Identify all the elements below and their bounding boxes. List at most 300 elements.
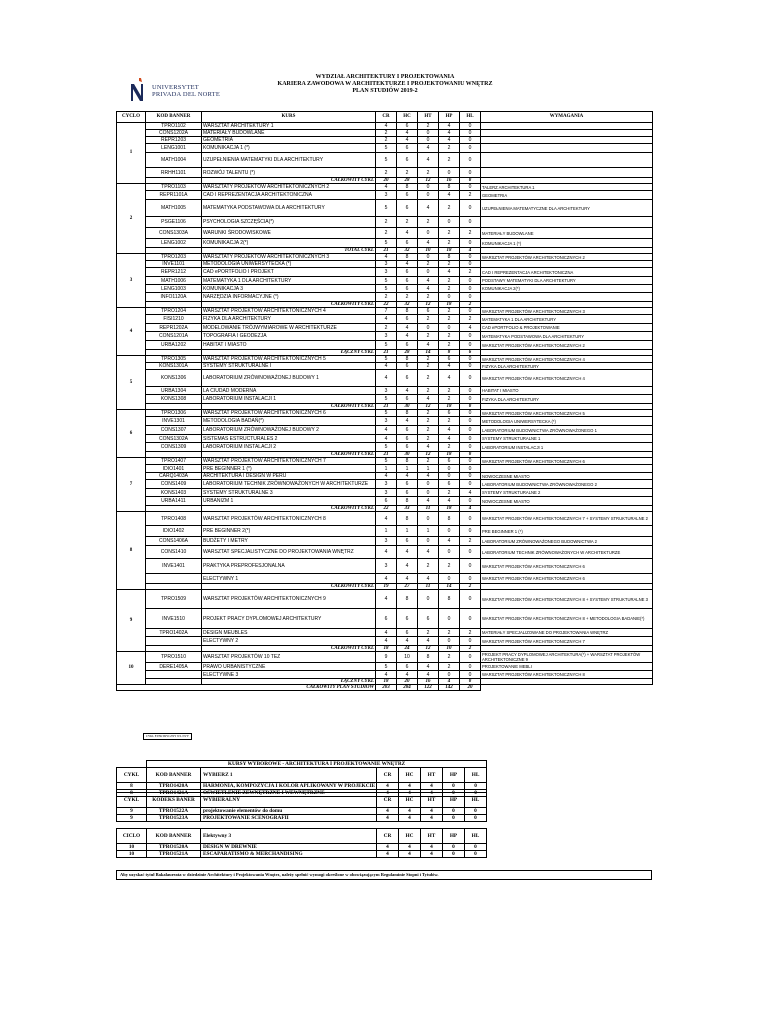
ht-value: 2 [418, 261, 439, 268]
hl-value: 0 [460, 254, 481, 261]
requirements: FIZYKA DLA ARCHITEKTURY [481, 395, 653, 404]
elective-ht: 4 [421, 808, 443, 815]
table-row [117, 671, 653, 679]
cr-value: 1 [376, 526, 397, 537]
hc-value: 6 [397, 537, 418, 546]
requirements: WARSZTAT PROJEKTÓW ARCHITEKTONICZNYCH 3 [481, 308, 653, 315]
hp-value: 2 [439, 277, 460, 285]
hp-value: 0 [439, 168, 460, 178]
hp-value: 0 [439, 473, 460, 480]
total-hc: 20 [397, 679, 418, 685]
hl-value: 0 [460, 458, 481, 465]
hc-value: 6 [397, 153, 418, 168]
ht-value: 6 [418, 609, 439, 629]
total-cr: 21 [376, 452, 397, 458]
table-row [117, 293, 653, 302]
course-name: TOPOGRAFIA I GEODEZJA [202, 332, 376, 341]
hl-value: 0 [460, 137, 481, 144]
course-name: MATEMATYKA 1 DLA ARCHITEKTURY [202, 277, 376, 285]
col-wymagania: WYMAGANIA [481, 112, 653, 123]
course-code: MATH1006 [146, 277, 202, 285]
table-row [117, 356, 653, 363]
total-hc: 32 [397, 302, 418, 308]
elective-col-hp: HP [443, 829, 465, 844]
col-cyclo: CYCLO [117, 112, 146, 123]
ht-value: 4 [418, 497, 439, 506]
hl-value: 0 [460, 590, 481, 609]
grand-total-ht: 122 [418, 685, 439, 691]
curriculum-table [116, 111, 653, 691]
cr-value: 4 [376, 671, 397, 679]
ht-value: 0 [418, 590, 439, 609]
table-row [117, 473, 653, 480]
total-hp: 14 [439, 584, 460, 590]
course-code: LENG1001 [146, 144, 202, 153]
course-code [146, 671, 202, 679]
total-hp: 8 [439, 350, 460, 356]
hl-value: 0 [460, 526, 481, 537]
hl-value: 0 [460, 293, 481, 302]
elective-col-hl: HL [465, 829, 487, 844]
total-cr: 19 [376, 584, 397, 590]
requirements: FIZYKA DLA ARCHITEKTURY [481, 363, 653, 370]
cr-value: 3 [376, 332, 397, 341]
course-name: BUDŻETY I METRY [202, 537, 376, 546]
elective-hl: 0 [465, 844, 487, 851]
course-code: TPRO1103 [146, 184, 202, 191]
course-code: CONS1307 [146, 426, 202, 435]
cr-value: 5 [376, 285, 397, 293]
table-row [117, 144, 653, 153]
hp-value: 4 [439, 426, 460, 435]
cr-value: 5 [376, 410, 397, 417]
total-hp: 18 [439, 506, 460, 512]
course-name: ELECTYWNY 2 [202, 637, 376, 646]
total-ht: 11 [418, 506, 439, 512]
requirements: WARSZTAT PROJEKTÓW ARCHITEKTONICZNYCH 6 [481, 559, 653, 574]
ht-value: 0 [418, 228, 439, 239]
cr-value: 4 [376, 546, 397, 559]
course-code: TPRO1510 [146, 652, 202, 663]
grand-total-empty [481, 685, 653, 691]
course-code: INVE1510 [146, 609, 202, 629]
course-name: METODOLOGIA BADAŃ(*) [202, 417, 376, 426]
course-name: WARSZTAT PROJEKTÓW ARCHITEKTONICZNYCH 9 [202, 590, 376, 609]
hl-value: 0 [460, 168, 481, 178]
cr-value: 5 [376, 153, 397, 168]
hp-value: 2 [439, 315, 460, 324]
hp-value: 4 [439, 123, 460, 130]
hc-value: 6 [397, 370, 418, 387]
elective-name: projektowanie elementów do domu [201, 808, 377, 815]
requirements: LABORATORIUM INSTALACJI 1 [481, 443, 653, 452]
course-code: KONS1301A [146, 363, 202, 370]
col-ht: HT [418, 112, 439, 123]
table-row [117, 137, 653, 144]
total-hp: 16 [439, 178, 460, 184]
hc-value: 1 [397, 465, 418, 473]
elective-col-kod: KOD BANNER [147, 768, 201, 783]
requirements: PRE BEGINNER 1 (*) [481, 526, 653, 537]
hc-value: 4 [397, 332, 418, 341]
ht-value: 0 [418, 254, 439, 261]
hl-value: 0 [460, 395, 481, 404]
hp-value: 6 [439, 410, 460, 417]
requirements [481, 130, 653, 137]
course-code: REPR1202A [146, 324, 202, 332]
table-row [117, 123, 653, 130]
elective-cycle: 10 [117, 851, 147, 858]
ht-value: 2 [418, 435, 439, 443]
requirements: SYSTEMY STRUKTURALNE 2 [481, 489, 653, 497]
hp-value: 6 [439, 356, 460, 363]
grand-total-cr: 203 [376, 685, 397, 691]
table-row [117, 395, 653, 404]
col-cr: CR [376, 112, 397, 123]
course-name: LABORATORIUM INSTALACJI 1 [202, 395, 376, 404]
table-row [117, 324, 653, 332]
course-code: TPRO1509 [146, 590, 202, 609]
course-code: URBA1202 [146, 341, 202, 350]
ht-value: 0 [418, 512, 439, 526]
hc-value: 6 [397, 435, 418, 443]
requirements: WARSZTAT PROJEKTÓW ARCHITEKTONICZNYCH 6 [481, 574, 653, 584]
ht-value: 4 [418, 239, 439, 248]
requirements [481, 144, 653, 153]
total-hl: 2 [460, 646, 481, 652]
hp-value: 8 [439, 512, 460, 526]
hl-value: 2 [460, 268, 481, 277]
course-code: FISI1210 [146, 315, 202, 324]
hl-value: 0 [460, 417, 481, 426]
course-name: WARSZTAT PROJEKTÓW ARCHITEKTONICZNYCH 5 [202, 356, 376, 363]
course-code: REPR1212 [146, 268, 202, 277]
ht-value: 0 [418, 268, 439, 277]
course-code: KONS1403 [146, 489, 202, 497]
total-ht: 12 [418, 302, 439, 308]
elective-col-kod: KODEKS BANER [147, 793, 201, 808]
hp-value: 0 [439, 465, 460, 473]
table-row [117, 574, 653, 584]
hc-value: 8 [397, 497, 418, 506]
cycle-number: 10 [117, 652, 146, 685]
course-name: PRAWO URBANISTYCZNE [202, 663, 376, 671]
table-row [117, 308, 653, 315]
elective-row [117, 783, 487, 790]
elective-hc: 4 [399, 783, 421, 790]
requirements: WARSZTAT PROJEKTÓW ARCHITEKTONICZNYCH 8 + METODOLOGIA BADANIE(*) [481, 609, 653, 629]
hc-value: 4 [397, 130, 418, 137]
cr-value: 2 [376, 137, 397, 144]
ht-value: 4 [418, 546, 439, 559]
ht-value: 1 [418, 465, 439, 473]
hp-value: 2 [439, 652, 460, 663]
ht-value: 2 [418, 315, 439, 324]
elective-cr: 4 [377, 783, 399, 790]
elective-ht: 4 [421, 783, 443, 790]
cr-value: 2 [376, 217, 397, 228]
total-cr: 21 [376, 404, 397, 410]
course-code: INFO1120A [146, 293, 202, 302]
total-hp: 18 [439, 248, 460, 254]
course-name: FIZYKA DLA ARCHITEKTURY [202, 315, 376, 324]
elective-stamp: CYKL ETEKTRYCZNY WL NVY [143, 733, 192, 740]
total-ht: 10 [418, 248, 439, 254]
elective-col-hc: HC [399, 768, 421, 783]
table-row [117, 609, 653, 629]
cr-value: 4 [376, 184, 397, 191]
ht-value: 2 [418, 458, 439, 465]
elective-col-hc: HC [399, 829, 421, 844]
course-code: DERE1405A [146, 663, 202, 671]
hp-value: 2 [439, 387, 460, 395]
cr-value: 5 [376, 239, 397, 248]
requirements [481, 123, 653, 130]
ht-value: 8 [418, 652, 439, 663]
requirements: MATERIAŁY BUDOWLANE [481, 228, 653, 239]
hl-value: 0 [460, 239, 481, 248]
hl-value: 0 [460, 363, 481, 370]
ht-value: 4 [418, 473, 439, 480]
cr-value: 4 [376, 512, 397, 526]
ht-value: 6 [418, 308, 439, 315]
ht-value: 2 [418, 356, 439, 363]
course-code: INVE1301 [146, 417, 202, 426]
requirements: LABORATORIUM BUDOWNICTWA ZRÓWNOWAŻONEGO 2 [481, 480, 653, 489]
course-name: LA CIUDAD MODERNA [202, 387, 376, 395]
hp-value: 0 [439, 293, 460, 302]
course-code [146, 574, 202, 584]
total-hp: 18 [439, 452, 460, 458]
elective-hp: 0 [443, 808, 465, 815]
hl-value: 0 [460, 217, 481, 228]
elective-ht: 4 [421, 844, 443, 851]
cycle-number: 9 [117, 590, 146, 652]
hc-value: 4 [397, 574, 418, 584]
elective-cr: 4 [377, 790, 399, 797]
hp-value: 0 [439, 217, 460, 228]
hc-value: 6 [397, 480, 418, 489]
cr-value: 4 [376, 629, 397, 637]
cycle-total-label: CAŁKOWITY CYKL [202, 302, 376, 308]
col-kod: KOD BANNER [146, 112, 202, 123]
elective-header-row [117, 793, 487, 808]
hl-value: 0 [460, 410, 481, 417]
ht-value: 4 [418, 200, 439, 217]
total-cr: 21 [376, 248, 397, 254]
course-name: LABORATORIUM ZRÓWNOWAŻONEJ BUDOWY 1 [202, 370, 376, 387]
hp-value: 4 [439, 137, 460, 144]
table-row [117, 663, 653, 671]
course-name: METODOLOGIA UNIWERSYTECKA (*) [202, 261, 376, 268]
elective-title-row [117, 761, 487, 768]
hp-value: 2 [439, 228, 460, 239]
table-row [117, 465, 653, 473]
total-cr: 20 [376, 178, 397, 184]
hl-value: 0 [460, 285, 481, 293]
table-row [117, 277, 653, 285]
course-name: ARCHITEKTURA I DESIGN W PERU [202, 473, 376, 480]
elective-hc: 4 [399, 851, 421, 858]
total-cr: 18 [376, 646, 397, 652]
university-logo-icon [130, 78, 146, 102]
hc-value: 6 [397, 443, 418, 452]
hc-value: 4 [397, 417, 418, 426]
cr-value: 4 [376, 315, 397, 324]
cycle-number: 2 [117, 184, 146, 254]
hc-value: 8 [397, 308, 418, 315]
elective-title-blank [117, 761, 147, 768]
course-code: MATH1004 [146, 153, 202, 168]
course-name: WARSZTAT PROJEKTÓW ARCHITEKTONICZNYCH 7 [202, 458, 376, 465]
elective-row [117, 851, 487, 858]
hl-value: 0 [460, 671, 481, 679]
requirements: WARSZTAT PROJEKTÓW ARCHITEKTONICZNYCH 7 [481, 637, 653, 646]
hl-value: 2 [460, 629, 481, 637]
elective-cr: 4 [377, 851, 399, 858]
total-cr: 18 [376, 679, 397, 685]
hc-value: 4 [397, 671, 418, 679]
hl-value: 0 [460, 546, 481, 559]
elective-name: ESCAPARATISMO & MERCHANDISING [201, 851, 377, 858]
hc-value: 6 [397, 426, 418, 435]
hl-value: 4 [460, 489, 481, 497]
hp-value: 2 [439, 261, 460, 268]
total-hc: 28 [397, 178, 418, 184]
elective-hl: 0 [465, 790, 487, 797]
cr-value: 2 [376, 324, 397, 332]
course-code: TPRO1305 [146, 356, 202, 363]
total-hc: 27 [397, 584, 418, 590]
hc-value: 8 [397, 254, 418, 261]
table-row [117, 168, 653, 178]
table-row [117, 629, 653, 637]
course-code: CONS1309 [146, 443, 202, 452]
table-row [117, 332, 653, 341]
hl-value: 0 [460, 465, 481, 473]
course-name: SISTEMAS ESTRUCTURALES 2 [202, 435, 376, 443]
course-code: CONS1406A [146, 537, 202, 546]
table-row [117, 285, 653, 293]
cr-value: 4 [376, 574, 397, 584]
elective-hl: 0 [465, 808, 487, 815]
hl-value: 0 [460, 130, 481, 137]
course-code: TPRO1203 [146, 254, 202, 261]
elective-cycle: 9 [117, 808, 147, 815]
elective-hc: 4 [399, 808, 421, 815]
course-code: TPRO1102 [146, 123, 202, 130]
cr-value: 5 [376, 356, 397, 363]
hc-value: 6 [397, 200, 418, 217]
ht-value: 2 [418, 629, 439, 637]
ht-value: 4 [418, 443, 439, 452]
col-hl: HL [460, 112, 481, 123]
total-hl: 0 [460, 404, 481, 410]
course-code [146, 637, 202, 646]
ht-value: 2 [418, 363, 439, 370]
cycle-number: 1 [117, 123, 146, 184]
hp-value: 0 [439, 671, 460, 679]
hc-value: 6 [397, 315, 418, 324]
requirements: WARSZTAT PROJEKTÓW ARCHITEKTONICZNYCH 4 [481, 370, 653, 387]
hl-value: 0 [460, 332, 481, 341]
hc-value: 8 [397, 184, 418, 191]
hp-value: 8 [439, 184, 460, 191]
table-row [117, 417, 653, 426]
elective-col-cr: CR [377, 829, 399, 844]
hl-value: 0 [460, 144, 481, 153]
hp-value: 0 [439, 637, 460, 646]
ht-value: 2 [418, 217, 439, 228]
course-code: KONS1306 [146, 370, 202, 387]
elective-hc: 4 [399, 790, 421, 797]
cr-value: 5 [376, 341, 397, 350]
requirements: WARSZTAT PROJEKTÓW ARCHITEKTONICZNYCH 4 [481, 356, 653, 363]
ht-value: 4 [418, 144, 439, 153]
requirements: WARSZTAT PROJEKTÓW ARCHITEKTONICZNYCH 2 [481, 254, 653, 261]
ht-value: 4 [418, 671, 439, 679]
course-code: TPRO1306 [146, 410, 202, 417]
course-code: CONS1410 [146, 546, 202, 559]
hl-value: 0 [460, 370, 481, 387]
requirements [481, 261, 653, 268]
total-hc: 33 [397, 506, 418, 512]
table-row [117, 184, 653, 191]
elective-col-hp: HP [443, 768, 465, 783]
course-code: KONS1308 [146, 395, 202, 404]
hp-value: 0 [439, 526, 460, 537]
course-code: LENG1003 [146, 285, 202, 293]
requirements: WARSZTAT PROJEKTÓW ARCHITEKTONICZNYCH 8 [481, 671, 653, 679]
cycle-total-label: ŁĄCZNY CYKL [202, 350, 376, 356]
elective-hp: 0 [443, 844, 465, 851]
total-hl: 2 [460, 302, 481, 308]
elective-col-ht: HT [421, 793, 443, 808]
footnote: Aby uzyskać tytuł Bakalaureata w dziedzinie Architektury i Projektowania Wnętrz, należy spełnić wymogi określone w obowiązującym Regulaminie Stopni i Tytułów. [116, 870, 652, 880]
course-name: WARSZTAT PROJEKTÓW ARCHITEKTONICZNYCH 6 [202, 410, 376, 417]
university-name [152, 84, 220, 98]
elective-cycle: 10 [117, 844, 147, 851]
total-hl: 0 [460, 679, 481, 685]
grand-total-hl: 20 [460, 685, 481, 691]
requirements: PROJEKT PRACY DYPLOMOWEJ ARCHITEKTURA(*) + WARSZTAT PROJEKTÓW ARCHITEKTONICZNE 9 [481, 652, 653, 663]
hp-value: 4 [439, 435, 460, 443]
hl-value: 0 [460, 341, 481, 350]
hc-value: 4 [397, 324, 418, 332]
course-name: ELECTYWNY 1 [202, 574, 376, 584]
ht-value: 4 [418, 663, 439, 671]
table-header-row [117, 112, 653, 123]
requirements: HABITAT I MIASTO [481, 387, 653, 395]
table-row [117, 559, 653, 574]
requirements: WARSZTAT PROJEKTÓW ARCHITEKTONICZNYCH 2 [481, 341, 653, 350]
course-name: SYSTEMY STRUKTURALNE I [202, 363, 376, 370]
cycle-total-label: CAŁKOWITY CYKL [202, 506, 376, 512]
ht-value: 2 [418, 410, 439, 417]
ht-value: 0 [418, 480, 439, 489]
cr-value: 4 [376, 123, 397, 130]
requirements [481, 168, 653, 178]
course-name: URBANIZM 1 [202, 497, 376, 506]
course-code: TPRO1407 [146, 458, 202, 465]
elective-row [117, 815, 487, 822]
course-name: LABORATORIUM TECHNIK ZRÓWNOWAŻONYCH W ARCHITEKTURZE [202, 480, 376, 489]
elective-hl: 0 [465, 783, 487, 790]
course-name: CAD ePORTFOLIO I PROJEKT [202, 268, 376, 277]
total-hp: 4 [439, 679, 460, 685]
course-name: KOMUNIKACJA 3 [202, 285, 376, 293]
elective-col-cycle: CYKL [117, 768, 147, 783]
